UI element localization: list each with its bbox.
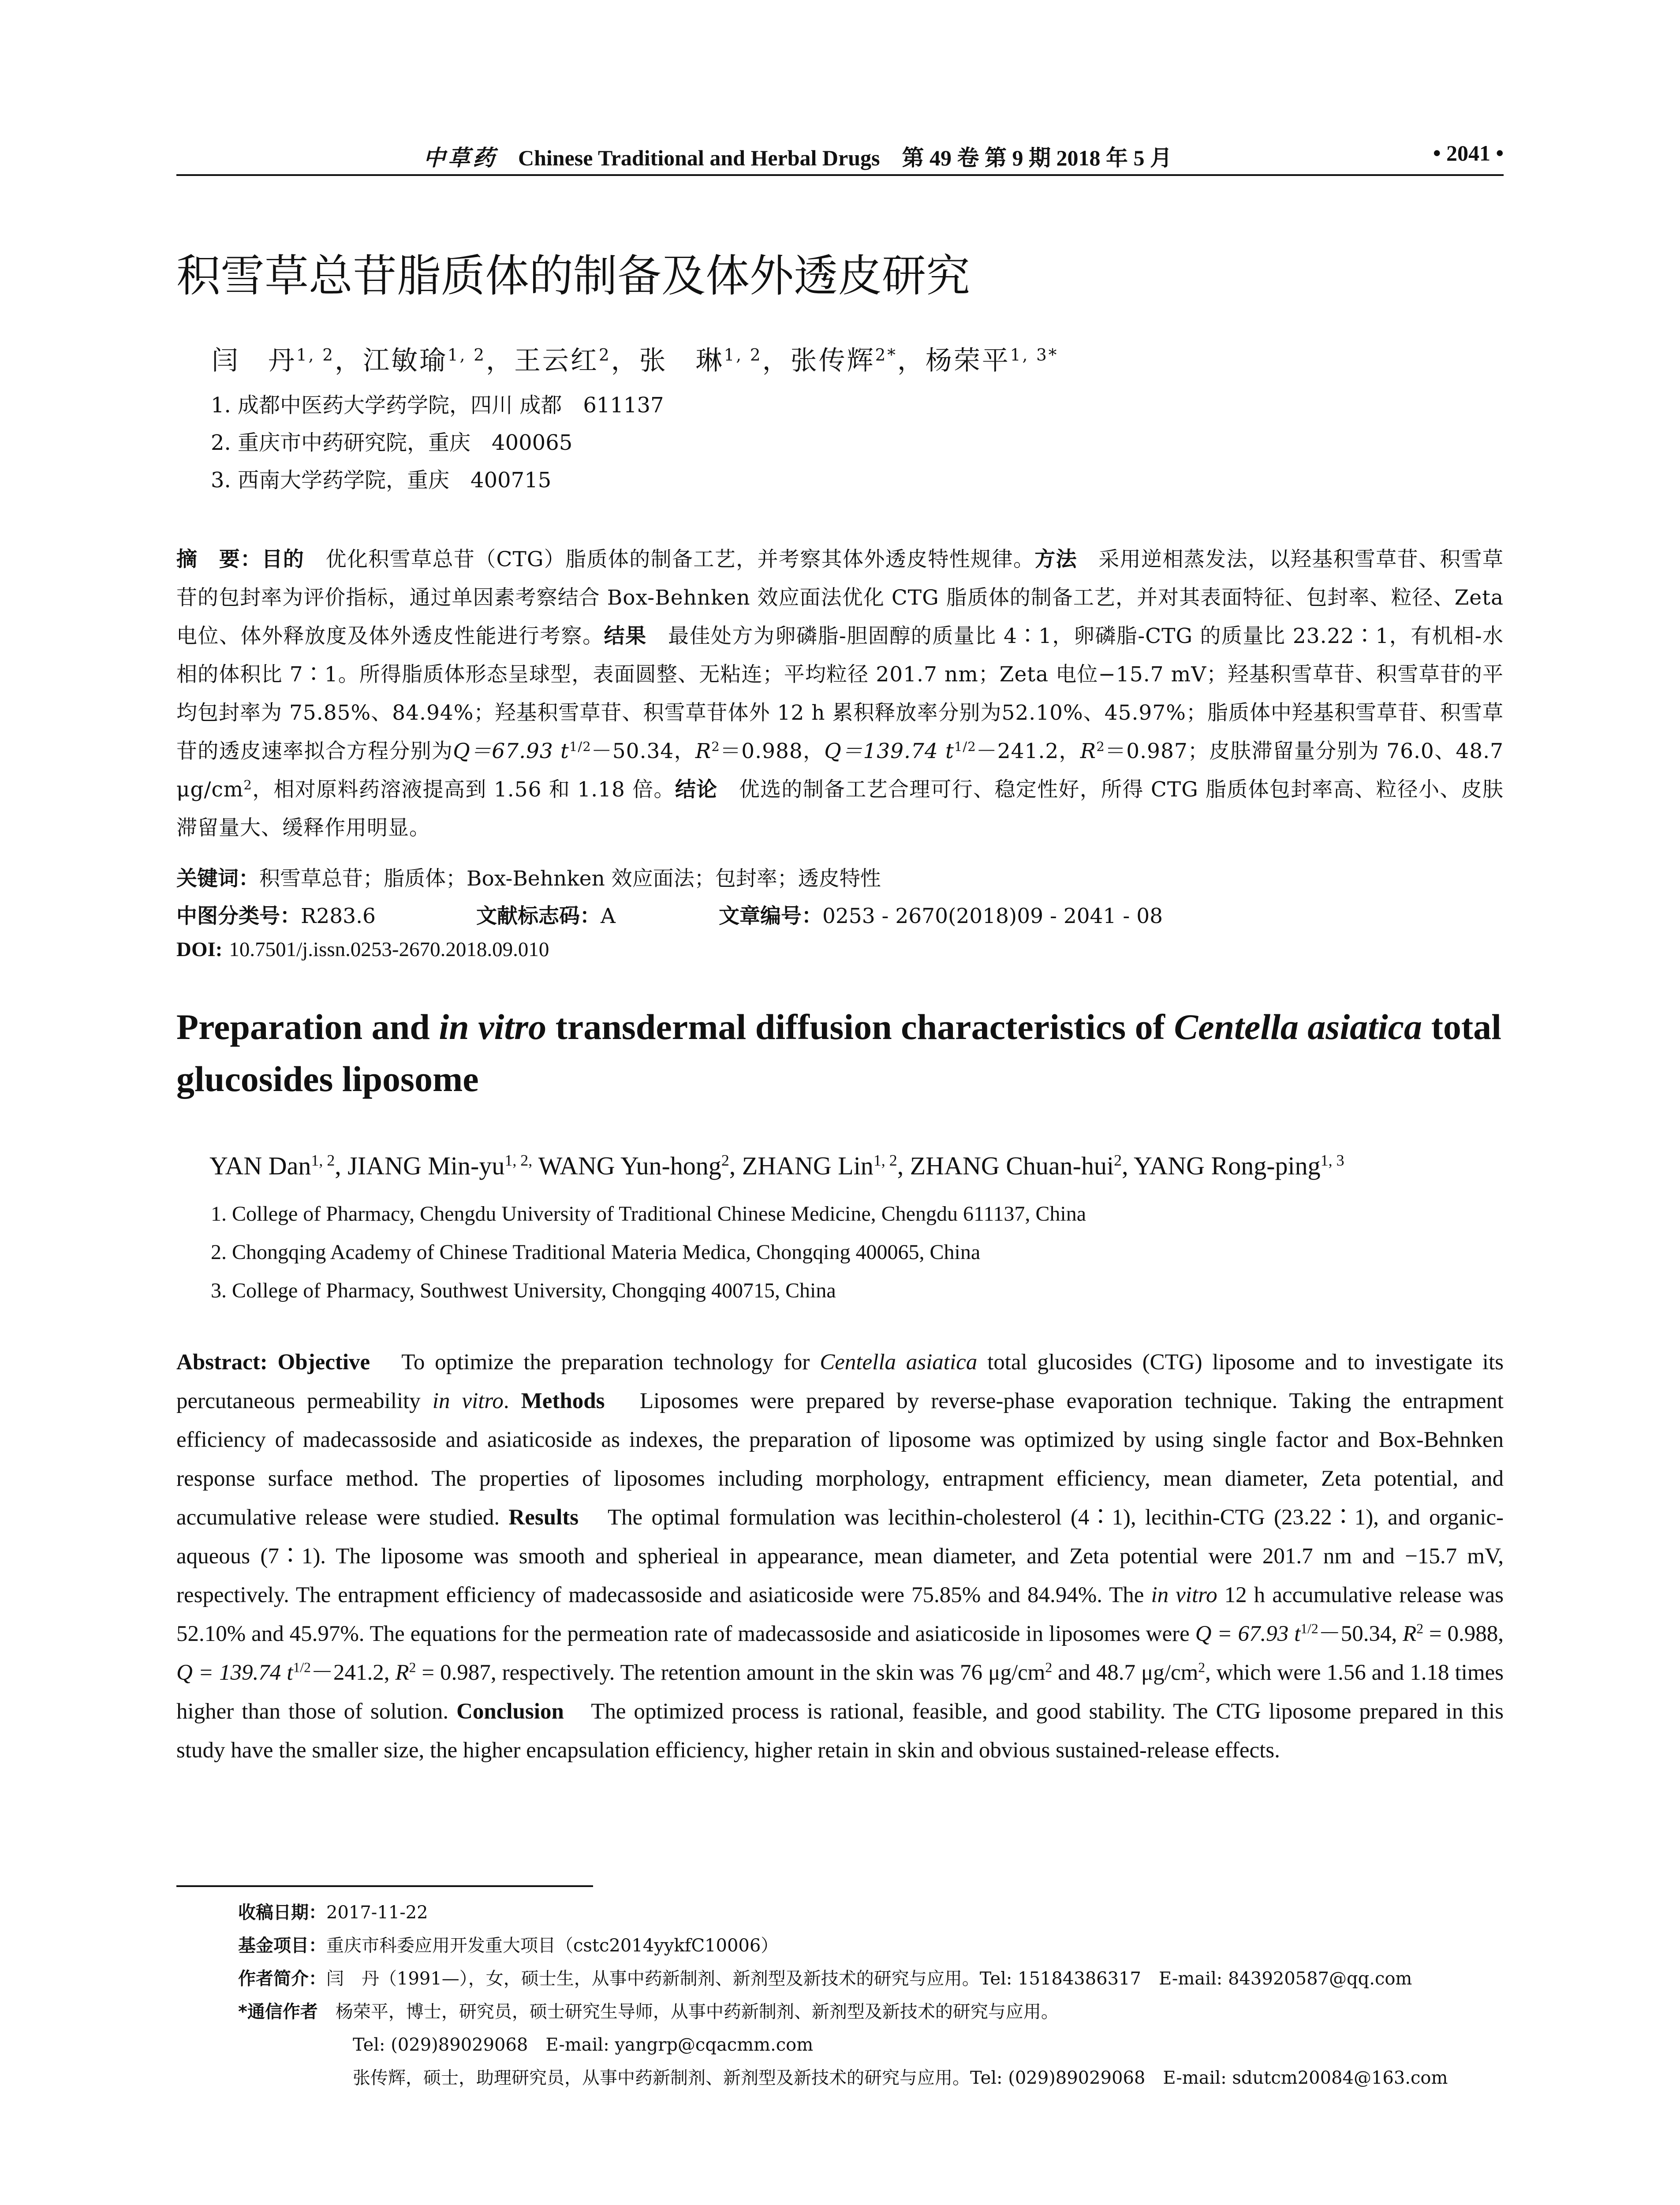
second-corresponding-author: 张传辉，硕士，助理研究员，从事中药新制剂、新剂型及新技术的研究与应用。Tel: (029)89029068 E-mail: sdutcm20084@163.com (353, 2068, 1448, 2088)
cn-abstract: 摘 要：目的 优化积雪草总苷（CTG）脂质体的制备工艺，并考察其体外透皮特性规律。方法 采用逆相蒸发法，以羟基积雪草苷、积雪草苷的包封率为评价指标，通过单因素考察结合 Box-Behnken 效应面法优化 CTG 脂质体的制备工艺，并对其表面特征、包封率、粒径、Zeta 电位、体外释放度及体外透皮性能进行考察。结果 最佳处方为卵磷脂-胆固醇的质量比 4∶1，卵磷脂-CTG 的质量比 23.22∶1，有机相-水相的体积比 7∶1。所得脂质体形态呈球型，表面圆整、无粘连；平均粒径 201.7 nm；Zeta 电位−15.7 mV；羟基积雪草苷、积雪草苷的平均包封率为 75.85%、84.94%；羟基积雪草苷、积雪草苷体外 12 h 累积释放率分别为52.10%、45.97%；脂质体中羟基积雪草苷、积雪草苷的透皮速率拟合方程分别为Q＝67.93 $t^{1/2}-50.34$，$R^2=0.988$，Q＝139.74 $t^{1/2}-241.2$，$R^2=0.987$；皮肤滞留量分别为 76.0、48.7 $\mu g/cm^2$，相对原料药溶液提高到 1.56 和 1.18 倍。结论 优选的制备工艺合理可行、稳定性好，所得 CTG 脂质体包封率高、粒径小、皮肤滞留量大、缓释作用明显。 (176, 547, 1504, 840)
cn-author: 张 琳 (639, 345, 724, 376)
en-author: YANG Rong-ping (1133, 1151, 1321, 1180)
cn-author-list: 闫 丹$^{1, 2}$，江敏瑜$^{1, 2}$，王云红$^2$，张 琳$^{1, 2}$，张传辉$^{2*}$，杨荣平$^{1, 3*}$ (212, 345, 1059, 376)
en-affiliation: 2. Chongqing Academy of Chinese Traditional Materia Medica, Chongqing 400065, China (211, 1241, 981, 1264)
cn-affiliation: 1. 成都中医药大学药学院，四川 成都 611137 (211, 393, 664, 418)
en-affiliation: 1. College of Pharmacy, Chengdu University of Traditional Chinese Medicine, Chengdu 611137, China (211, 1202, 1086, 1226)
footnote-rule (176, 1885, 593, 1887)
journal-running-title: Chinese Traditional and Herbal Drugs 第 49 卷 第 9 期 2018 年 5 月 (518, 146, 1172, 170)
en-abstract: Abstract: Objective To optimize the preparation technology for Centella asiatica total glucosides (CTG) liposome and to investigate its percutaneous permeability in vitro. Methods Liposomes were prepared by reverse-phase evaporation technique. Taking the entrapment efficiency of madecassoside and asiaticoside as indexes, the preparation of liposome was optimized by using single factor and Box-Behnken response surface method. The properties of liposomes including morphology, entrapment efficiency, mean diameter, Zeta potential, and accumulative release were studied. Results The optimal formulation was lecithin-cholesterol (4∶1), lecithin-CTG (23.22∶1), and organic- aqueous (7∶1). The liposome was smooth and spherieal in appearance, mean diameter, and Zeta potential were 201.7 nm and −15.7 mV, respectively. The entrapment efficiency of madecassoside and asiaticoside were 75.85% and 84.94%. The in vitro 12 h accumulative release was 52.10% and 45.97%. The equations for the permeation rate of madecassoside and asiaticoside in liposomes were Q = 67.93 $t^{1/2}-50.34$, $R^2 = 0.988$, Q = 139.74 $t^{1/2}-241.2$, $R^2 = 0.987$, respectively. The retention amount in the skin was 76 $\mu g/cm^2$ and 48.7 $\mu g/cm^2$, which were 1.56 and 1.18 times higher than those of solution. Conclusion The optimized process is rational, feasible, and good stability. The CTG liposome prepared in this study have the smaller size, the higher encapsulation efficiency, higher retain in skin and obvious sustained-release effects. (176, 1350, 1504, 1763)
journal-brand: 中草药 (423, 145, 497, 171)
funding: 基金项目：重庆市科委应用开发重大项目（cstc2014yykfC10006） (238, 1936, 779, 1956)
en-author: YAN Dan (209, 1151, 311, 1180)
cn-affiliation: 2. 重庆市中药研究院，重庆 400065 (211, 430, 573, 455)
cn-author: 杨荣平 (925, 345, 1010, 376)
cn-author: 张传辉 (790, 345, 875, 376)
corresponding-author: *通信作者 杨荣平，博士，研究员，硕士研究生导师，从事中药新制剂、新剂型及新技术的研究与应用。 (238, 2002, 1059, 2022)
cn-article-number: 文章编号：0253 - 2670(2018)09 - 2041 - 08 (719, 904, 1163, 928)
cn-abstract-label: 摘 要： (176, 547, 262, 572)
cn-objective-label: 目的 (261, 547, 305, 572)
en-author-list: YAN Dan$^{1, 2}$, JIANG Min-$yu^{1, 2,}$ WANG Yun-hong$^2$, ZHANG Lin$^{1, 2}$, ZHANG Chuan-hui$^2$, YANG Rong-ping$^{1, 3}$ (209, 1151, 1344, 1180)
cn-keywords: 关键词：积雪草总苷；脂质体；Box-Behnken 效应面法；包封率；透皮特性 (176, 867, 881, 891)
en-conclusion-label: Conclusion (456, 1699, 564, 1724)
cn-doc-code: 文献标志码：A (476, 904, 616, 928)
doi: DOI: 10.7501/j.issn.0253-2670.2018.09.010 (176, 938, 549, 961)
en-author: JIANG Min-yu (347, 1151, 505, 1180)
cn-results-label: 结果 (604, 624, 647, 648)
en-author: ZHANG Chuan-hui (910, 1151, 1114, 1180)
cn-author: 闫 丹 (212, 345, 296, 376)
cn-affiliation: 3. 西南大学药学院，重庆 400715 (211, 468, 552, 493)
corresponding-contact: Tel: (029)89029068 E-mail: yangrp@cqacmm.com (353, 2035, 814, 2055)
en-affiliation: 3. College of Pharmacy, Southwest University, Chongqing 400715, China (211, 1279, 836, 1302)
cn-methods-label: 方法 (1034, 547, 1078, 572)
en-methods-label: Methods (521, 1389, 605, 1413)
header-rule (176, 174, 1504, 176)
en-author: WANG Yun-hong (538, 1151, 721, 1180)
cn-clc: 中图分类号：R283.6 (176, 904, 376, 928)
en-author: ZHANG Lin (742, 1151, 874, 1180)
cn-author: 王云红 (514, 345, 599, 376)
en-objective-label: Abstract: Objective (176, 1350, 370, 1375)
cn-conclusion-label: 结论 (675, 777, 718, 802)
received-date: 收稿日期：2017-11-22 (238, 1902, 428, 1923)
en-results-label: Results (508, 1505, 579, 1530)
page-number: • 2041 • (1433, 141, 1504, 165)
author-bio: 作者简介：闫 丹（1991—），女，硕士生，从事中药新制剂、新剂型及新技术的研究与应用。Tel: 15184386317 E-mail: 843920587@qq.com (238, 1969, 1412, 1989)
cn-author: 江敏瑜 (362, 345, 448, 376)
cn-article-title: 积雪草总苷脂质体的制备及体外透皮研究 (176, 250, 970, 302)
en-article-title: Preparation and in vitro transdermal diffusion characteristics of Centella asiatica total glucosides liposome (176, 1007, 1501, 1099)
